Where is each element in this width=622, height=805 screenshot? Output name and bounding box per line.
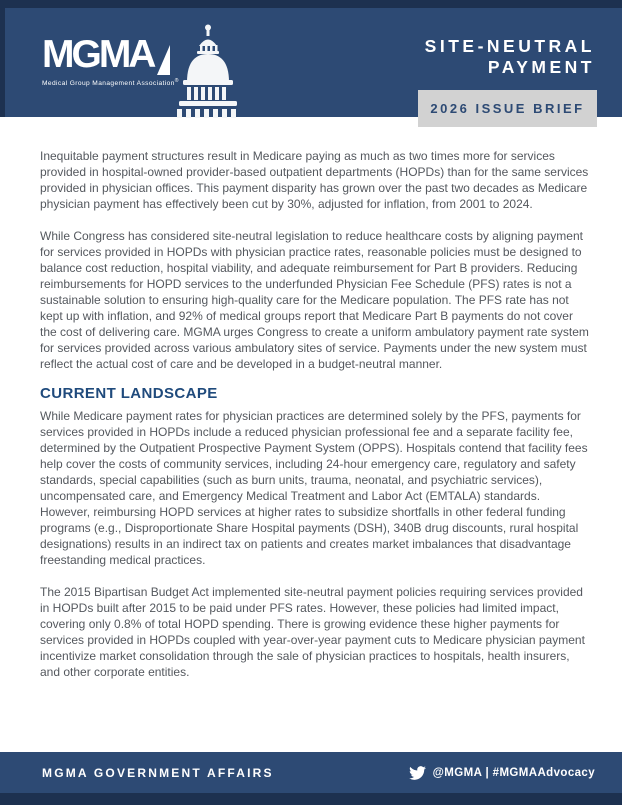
footer-banner — [0, 752, 622, 805]
mgma-logo — [42, 35, 179, 87]
footer-org-label: MGMA GOVERNMENT AFFAIRS — [42, 765, 274, 780]
twitter-icon[interactable] — [409, 766, 426, 780]
landscape-paragraph-2: The 2015 Bipartisan Budget Act implemented site-neutral payment policies requiring services provided in HOPDs built after 2015 to be paid under PFS rates. However, these policies had limited impact, covering only 0.8% of total HOPD spending. There is growing evidence these higher payments for services provided in HOPDs coupled with year-over-year payment cuts to Medicare physician payment incentivize market consolidation through the sale of physician practices to hospitals, health insurers, and other corporate entities. — [40, 585, 585, 679]
landscape-paragraph-1: While Medicare payment rates for physician practices are determined solely by the PFS, payments for services provided in HOPDs include a reduced physician professional fee and a separate facility fee, determined by the Outpatient Prospective Payment System (OPPS). Hospitals contend that facility fees help cover the costs of community services, including 24-hour emergency care, regulatory and safety standards, special capabilities (such as burn units, trauma, neonatal, and psychiatric services), uncompensated care, and Emergency Medical Treatment and Labor Act (EMTALA) standards. However, reimbursing HOPD services at higher rates to subsidize shortfalls in other federal funding programs (e.g., Disproportionate Share Hospital payments (DSH), 340B drug discounts, rural hospital designations) results in an indirect tax on patients and creates market imbalances that disadvantage freestanding medical practices. — [40, 409, 588, 567]
footer-social-handle[interactable]: @MGMA | #MGMAAdvocacy — [432, 766, 595, 779]
footer-social[interactable] — [409, 766, 595, 780]
document-title-line2: PAYMENT — [487, 57, 595, 77]
document-body — [40, 148, 592, 696]
mgma-logo-wordmark — [42, 35, 179, 75]
capitol-icon — [165, 24, 251, 118]
document-title — [425, 36, 595, 78]
document-title-line1: SITE-NEUTRAL — [424, 36, 595, 56]
section-heading-current-landscape: CURRENT LANDSCAPE — [40, 385, 218, 402]
mgma-logo-tagline: Medical Group Management Association® — [42, 78, 179, 88]
intro-paragraph-2: While Congress has considered site-neutral legislation to reduce healthcare costs by aligning payment for services provided in HOPDs with physician practice rates, reasonable policies must be designed to balance cost reduction, hospital viability, and adequate reimbursement for Part B providers. Reducing reimbursements for HOPD services to the underfunded Physician Fee Schedule (PFS) rates is not a sustainable solution to ensuring high-quality care for the Medicare population. The PFS rate has not kept up with inflation, and 92% of medical groups report that Medicare Part B payments do not cover the cost of delivering care. MGMA urges Congress to create a uniform ambulatory payment rate system for services provided across various ambulatory sites of service. Payments under the new system must reflect the actual cost of care and be developed in a budget-neutral manner. — [40, 229, 589, 371]
mgma-logo-text: MGMA — [42, 33, 154, 76]
issue-brief-badge: 2026 ISSUE BRIEF — [418, 90, 597, 127]
intro-paragraph-1: Inequitable payment structures result in Medicare paying as much as two times more for services provided in hospital-owned provider-based outpatient departments (HOPDs) than for the same services provided in physician offices. This payment disparity has grown over the past two decades as Medicare physician payment has effectively been cut by 30%, adjusted for inflation, from 2001 to 2024. — [40, 149, 589, 211]
